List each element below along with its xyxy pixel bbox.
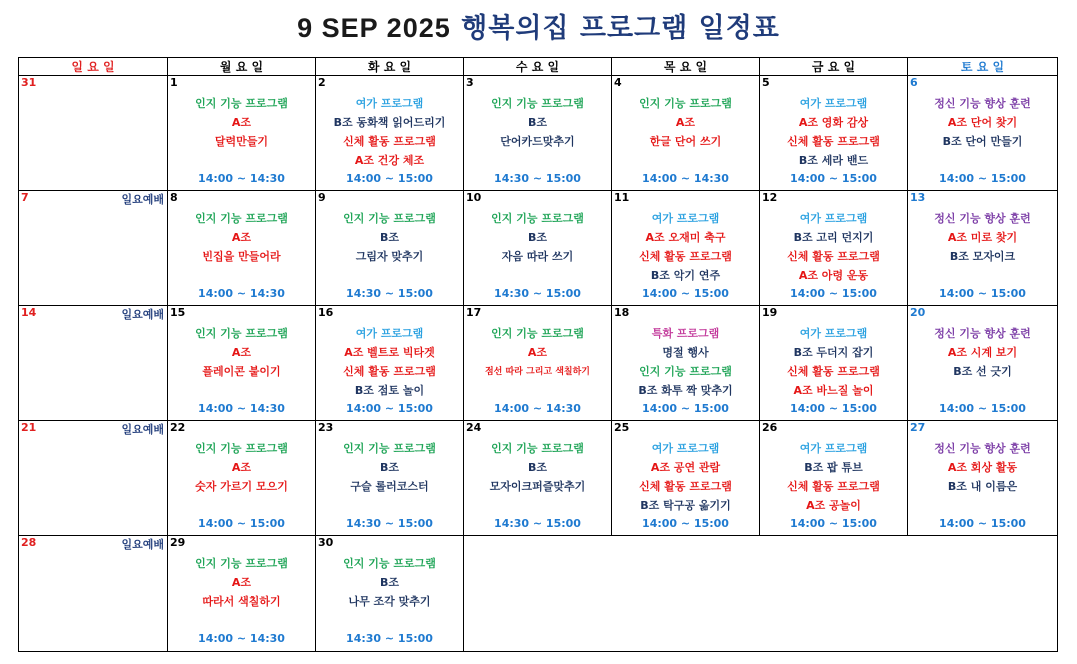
program-line: A조 [675,116,696,129]
program-line: A조 아령 운동 [798,269,869,282]
day-cell [464,306,612,421]
day-cell [464,421,612,536]
program-time: 14:00 ~ 14:30 [642,172,729,185]
program-line: B조 내 이름은 [947,480,1018,493]
day-cell [19,76,168,191]
program-line: 인지 기능 프로그램 [639,365,732,378]
day-cell [760,191,908,306]
day-number: 7 [21,191,29,204]
day-number: 4 [614,76,622,89]
schedule-table [18,57,1058,652]
day-cell [760,76,908,191]
day-number: 2 [318,76,326,89]
program-line: A조 벨트로 빅타겟 [344,346,435,359]
program-line: 인지 기능 프로그램 [343,212,436,225]
program-line: A조 [527,346,548,359]
program-line: 나무 조각 맞추기 [348,595,431,608]
program-line: A조 영화 감상 [798,116,869,129]
day-number: 3 [466,76,474,89]
program-line: A조 [231,461,252,474]
program-line: 빈집을 만들어라 [202,250,281,263]
day-number: 15 [170,306,186,319]
day-number: 29 [170,536,186,549]
program-line: 신체 활동 프로그램 [787,365,880,378]
day-number: 6 [910,76,918,89]
program-time: 14:00 ~ 15:00 [939,517,1026,530]
weekday-header: 목 요 일 [612,58,760,76]
program-line: 여가 프로그램 [651,212,720,225]
day-cell [168,191,316,306]
day-number: 20 [910,306,926,319]
program-line: 정신 기능 향상 훈련 [934,212,1031,225]
program-line: 인지 기능 프로그램 [491,327,584,340]
day-cell [168,76,316,191]
program-line: 신체 활동 프로그램 [343,135,436,148]
program-line: A조 시계 보기 [947,346,1018,359]
program-time: 14:30 ~ 15:00 [346,517,433,530]
program-time: 14:00 ~ 15:00 [790,172,877,185]
program-time: 14:00 ~ 15:00 [790,517,877,530]
day-number: 9 [318,191,326,204]
program-line: 인지 기능 프로그램 [195,327,288,340]
program-line: 구슬 롤러코스터 [350,480,429,493]
program-line: B조 팝 튜브 [804,461,863,474]
day-cell [908,306,1057,421]
day-cell [19,306,168,421]
program-line: B조 [527,461,547,474]
program-line: B조 고리 던지기 [793,231,874,244]
weekday-header: 일 요 일 [19,58,168,76]
program-line: B조 악기 연주 [650,269,721,282]
program-line: B조 선 긋기 [953,365,1012,378]
program-line: B조 단어 만들기 [942,135,1023,148]
program-line: 정신 기능 향상 훈련 [934,327,1031,340]
day-number: 12 [762,191,778,204]
program-time: 14:30 ~ 15:00 [494,287,581,300]
program-line: 숫자 가르기 모으기 [195,480,288,493]
day-number: 8 [170,191,178,204]
program-line: 인지 기능 프로그램 [195,557,288,570]
day-cell [316,536,464,651]
program-time: 14:00 ~ 14:30 [198,287,285,300]
weekday-header: 금 요 일 [760,58,908,76]
program-line: 신체 활동 프로그램 [787,135,880,148]
program-line: 신체 활동 프로그램 [787,480,880,493]
program-line: A조 [231,116,252,129]
program-line: 인지 기능 프로그램 [343,557,436,570]
worship-note: 일요예배 [121,193,164,206]
day-cell [612,306,760,421]
program-line: A조 바느질 놀이 [793,384,874,397]
program-line: 인지 기능 프로그램 [195,212,288,225]
day-number: 25 [614,421,630,434]
program-time: 14:00 ~ 15:00 [939,287,1026,300]
program-line: 인지 기능 프로그램 [491,97,584,110]
program-line: B조 [379,461,399,474]
day-number: 17 [466,306,482,319]
day-cell [316,421,464,536]
program-line: A조 [231,346,252,359]
day-cell [168,421,316,536]
program-line: 달력만들기 [214,135,269,148]
day-number: 18 [614,306,630,319]
program-line: B조 동화책 읽어드리기 [333,116,446,129]
program-time: 14:30 ~ 15:00 [494,517,581,530]
program-line: 여가 프로그램 [799,327,868,340]
weekday-header: 월 요 일 [168,58,316,76]
day-number: 1 [170,76,178,89]
program-line: A조 오재미 축구 [645,231,726,244]
program-line: B조 [527,231,547,244]
program-line: 인지 기능 프로그램 [491,212,584,225]
program-line: A조 미로 찾기 [947,231,1018,244]
program-line: 그림자 맞추기 [355,250,424,263]
program-time: 14:30 ~ 15:00 [494,172,581,185]
day-cell [760,421,908,536]
day-number: 14 [21,306,37,319]
day-cell [19,191,168,306]
day-cell [316,191,464,306]
program-time: 14:00 ~ 15:00 [346,402,433,415]
day-number: 26 [762,421,778,434]
program-time: 14:00 ~ 15:00 [939,402,1026,415]
day-cell [19,536,168,651]
program-line: B조 [379,231,399,244]
program-line: 인지 기능 프로그램 [491,442,584,455]
program-line: 정신 기능 향상 훈련 [934,442,1031,455]
program-line: 인지 기능 프로그램 [195,442,288,455]
weekday-header: 토 요 일 [908,58,1057,76]
worship-note: 일요예배 [121,538,164,551]
program-time: 14:00 ~ 14:30 [198,402,285,415]
program-line: 모자이크퍼즐맞추기 [489,480,586,493]
day-cell [168,306,316,421]
program-line: 인지 기능 프로그램 [639,97,732,110]
program-line: A조 [231,231,252,244]
day-number: 28 [21,536,37,549]
day-number: 11 [614,191,630,204]
day-cell [908,191,1057,306]
program-line: B조 세라 밴드 [798,154,869,167]
page-title [0,6,1077,45]
day-cell [316,306,464,421]
program-line: A조 건강 체조 [354,154,425,167]
program-line: B조 모자이크 [949,250,1016,263]
program-line: 한글 단어 쓰기 [649,135,722,148]
day-number: 21 [21,421,37,434]
day-cell [908,421,1057,536]
program-line: 여가 프로그램 [355,97,424,110]
program-time: 14:00 ~ 15:00 [346,172,433,185]
program-line: A조 공놀이 [806,499,861,512]
day-cell [19,421,168,536]
program-time: 14:00 ~ 15:00 [790,287,877,300]
day-cell [168,536,316,651]
worship-note: 일요예배 [121,308,164,321]
program-line: 점선 따라 그리고 색칠하기 [484,367,591,377]
program-line: 단어카드맞추기 [500,135,575,148]
program-line: 여가 프로그램 [799,442,868,455]
day-number: 5 [762,76,770,89]
program-line: 인지 기능 프로그램 [195,97,288,110]
program-time: 14:00 ~ 15:00 [642,287,729,300]
program-line: 여가 프로그램 [355,327,424,340]
program-line: 플레이콘 붙이기 [202,365,281,378]
program-line: 따라서 색칠하기 [202,595,281,608]
program-line: 여가 프로그램 [799,97,868,110]
day-cell [612,76,760,191]
program-line: A조 회상 활동 [947,461,1018,474]
program-line: B조 탁구공 옮기기 [640,499,731,512]
day-number: 30 [318,536,334,549]
program-time: 14:00 ~ 15:00 [642,517,729,530]
program-time: 14:00 ~ 15:00 [642,402,729,415]
day-cell [464,76,612,191]
program-line: A조 공연 관람 [650,461,721,474]
day-number: 24 [466,421,482,434]
program-line: 신체 활동 프로그램 [639,250,732,263]
program-line: 신체 활동 프로그램 [343,365,436,378]
day-number: 31 [21,76,37,89]
day-number: 23 [318,421,334,434]
program-line: B조 [527,116,547,129]
program-line: 자음 따라 쓰기 [501,250,574,263]
program-line: 여가 프로그램 [651,442,720,455]
day-number: 27 [910,421,926,434]
program-line: 명절 행사 [662,346,709,359]
day-cell [908,76,1057,191]
title-name: 행복의집 프로그램 일정표 [461,13,780,44]
program-line: 특화 프로그램 [651,327,720,340]
program-time: 14:30 ~ 15:00 [346,287,433,300]
day-cell [464,191,612,306]
program-line: A조 단어 찾기 [947,116,1018,129]
program-line: A조 [231,576,252,589]
day-cell [316,76,464,191]
program-line: 신체 활동 프로그램 [639,480,732,493]
program-line: B조 [379,576,399,589]
program-line: 정신 기능 향상 훈련 [934,97,1031,110]
program-time: 14:00 ~ 14:30 [198,632,285,645]
title-month: 9 SEP 2025 [297,13,451,43]
program-time: 14:30 ~ 15:00 [346,632,433,645]
day-number: 10 [466,191,482,204]
program-time: 14:00 ~ 14:30 [494,402,581,415]
weekday-header: 수 요 일 [464,58,612,76]
program-line: B조 두더지 잡기 [793,346,874,359]
program-line: 신체 활동 프로그램 [787,250,880,263]
program-line: B조 점토 놀이 [354,384,425,397]
program-time: 14:00 ~ 15:00 [939,172,1026,185]
day-number: 16 [318,306,334,319]
program-time: 14:00 ~ 15:00 [198,517,285,530]
day-cell [612,421,760,536]
day-number: 13 [910,191,926,204]
day-cell [612,191,760,306]
program-time: 14:00 ~ 15:00 [790,402,877,415]
worship-note: 일요예배 [121,423,164,436]
weekday-header: 화 요 일 [316,58,464,76]
day-number: 22 [170,421,186,434]
program-line: 여가 프로그램 [799,212,868,225]
day-cell [760,306,908,421]
program-line: B조 화투 짝 맞추기 [638,384,733,397]
program-line: 인지 기능 프로그램 [343,442,436,455]
day-number: 19 [762,306,778,319]
program-time: 14:00 ~ 14:30 [198,172,285,185]
